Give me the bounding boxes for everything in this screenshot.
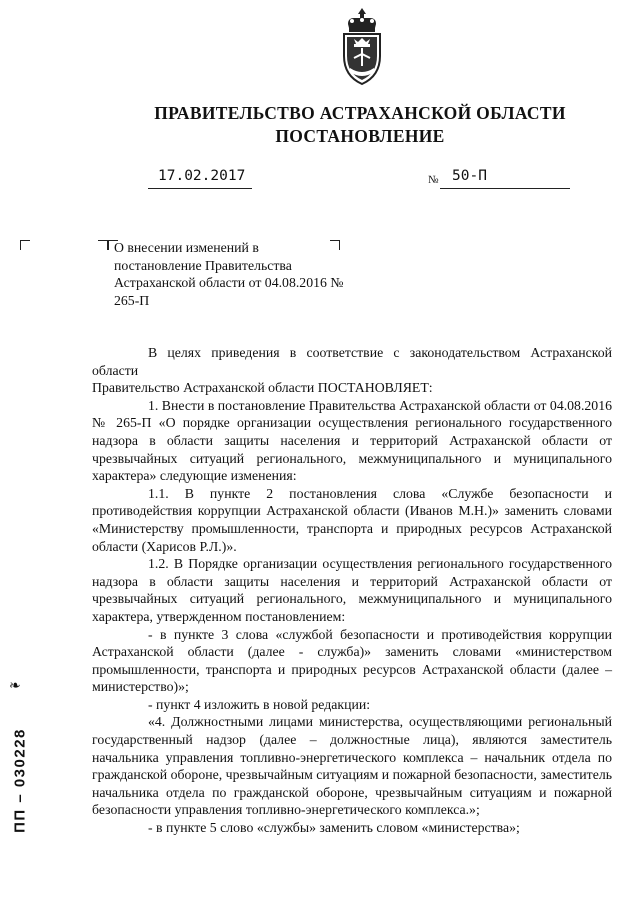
number-label: №: [428, 174, 439, 186]
header-document-type: ПОСТАНОВЛЕНИЕ: [275, 126, 445, 146]
document-subject: О внесении изменений в постановление Правительства Астраханской области от 04.08.2016 № 265-П: [114, 240, 344, 308]
paragraph-point-5: - в пункте 5 слово «службы» заменить словом «министерства»;: [148, 820, 520, 836]
document-body: [92, 344, 612, 837]
number-underline: [440, 188, 570, 189]
paragraph-point-4: - пункт 4 изложить в новой редакции:: [148, 696, 371, 712]
document-number: 50-П: [452, 168, 487, 184]
corner-mark: [98, 240, 108, 250]
paragraph-resolution: Правительство Астраханской области ПОСТАНОВЛЯЕТ:: [92, 380, 433, 396]
coat-of-arms-icon: [340, 6, 384, 92]
side-stamp-number: ПП – 030228: [11, 728, 29, 833]
side-stamp: [4, 679, 30, 884]
paragraph-point-3: - в пункте 3 слова «службой безопасности и противодействия коррупции Астраханской области (далее - служба)» заменить словами «министерством промышленности, транспорта и природных ресурсов Астраханской области (далее – министерство)»;: [92, 626, 612, 695]
document-date: 17.02.2017: [158, 168, 246, 184]
paragraph-item-1: 1. Внести в постановление Правительства Астраханской области от 04.08.2016 № 265-П «О порядке организации осуществления регионального государственного надзора в области защиты населения и территорий Астраханской области от чрезвычайных ситуаций регионального, межмуниципального и муниципального характера» следующие изменения:: [92, 397, 613, 484]
stamp-mark-icon: ❧: [9, 679, 21, 694]
corner-mark: [20, 240, 30, 250]
paragraph-item-1-2: 1.2. В Порядке организации осуществления регионального государственного надзора в области защиты населения и территорий Астраханской области от чрезвычайных ситуаций регионального, межмуниципального и муниципального характера, утвержденном постановлением:: [92, 556, 612, 624]
paragraph-preamble: В целях приведения в соответствие с законодательством Астраханской области: [92, 345, 612, 378]
header-government-title: ПРАВИТЕЛЬСТВО АСТРАХАНСКОЙ ОБЛАСТИ: [154, 103, 566, 123]
date-underline: [148, 188, 252, 189]
paragraph-item-1-1: 1.1. В пункте 2 постановления слова «Службе безопасности и противодействия коррупции Астраханской области (Иванов М.Н.)» заменить словами «Министерству промышленности, транспорта и природных ресурсов Астраханской области (Харисов Р.Л.)».: [92, 485, 612, 554]
paragraph-point-4-text: «4. Должностными лицами министерства, осуществляющими региональный государственный надзор (далее – должностные лица), являются заместитель начальника управления топливно-энергетического комплекса – начальник отдела по гражданской обороне, чрезвычайным ситуациям и пожарной безопасности, заместитель начальника отдела по гражданской обороне, чрезвычайным ситуациям и пожарной безопасности управления топливно-энергетического комплекса.»;: [92, 714, 612, 818]
